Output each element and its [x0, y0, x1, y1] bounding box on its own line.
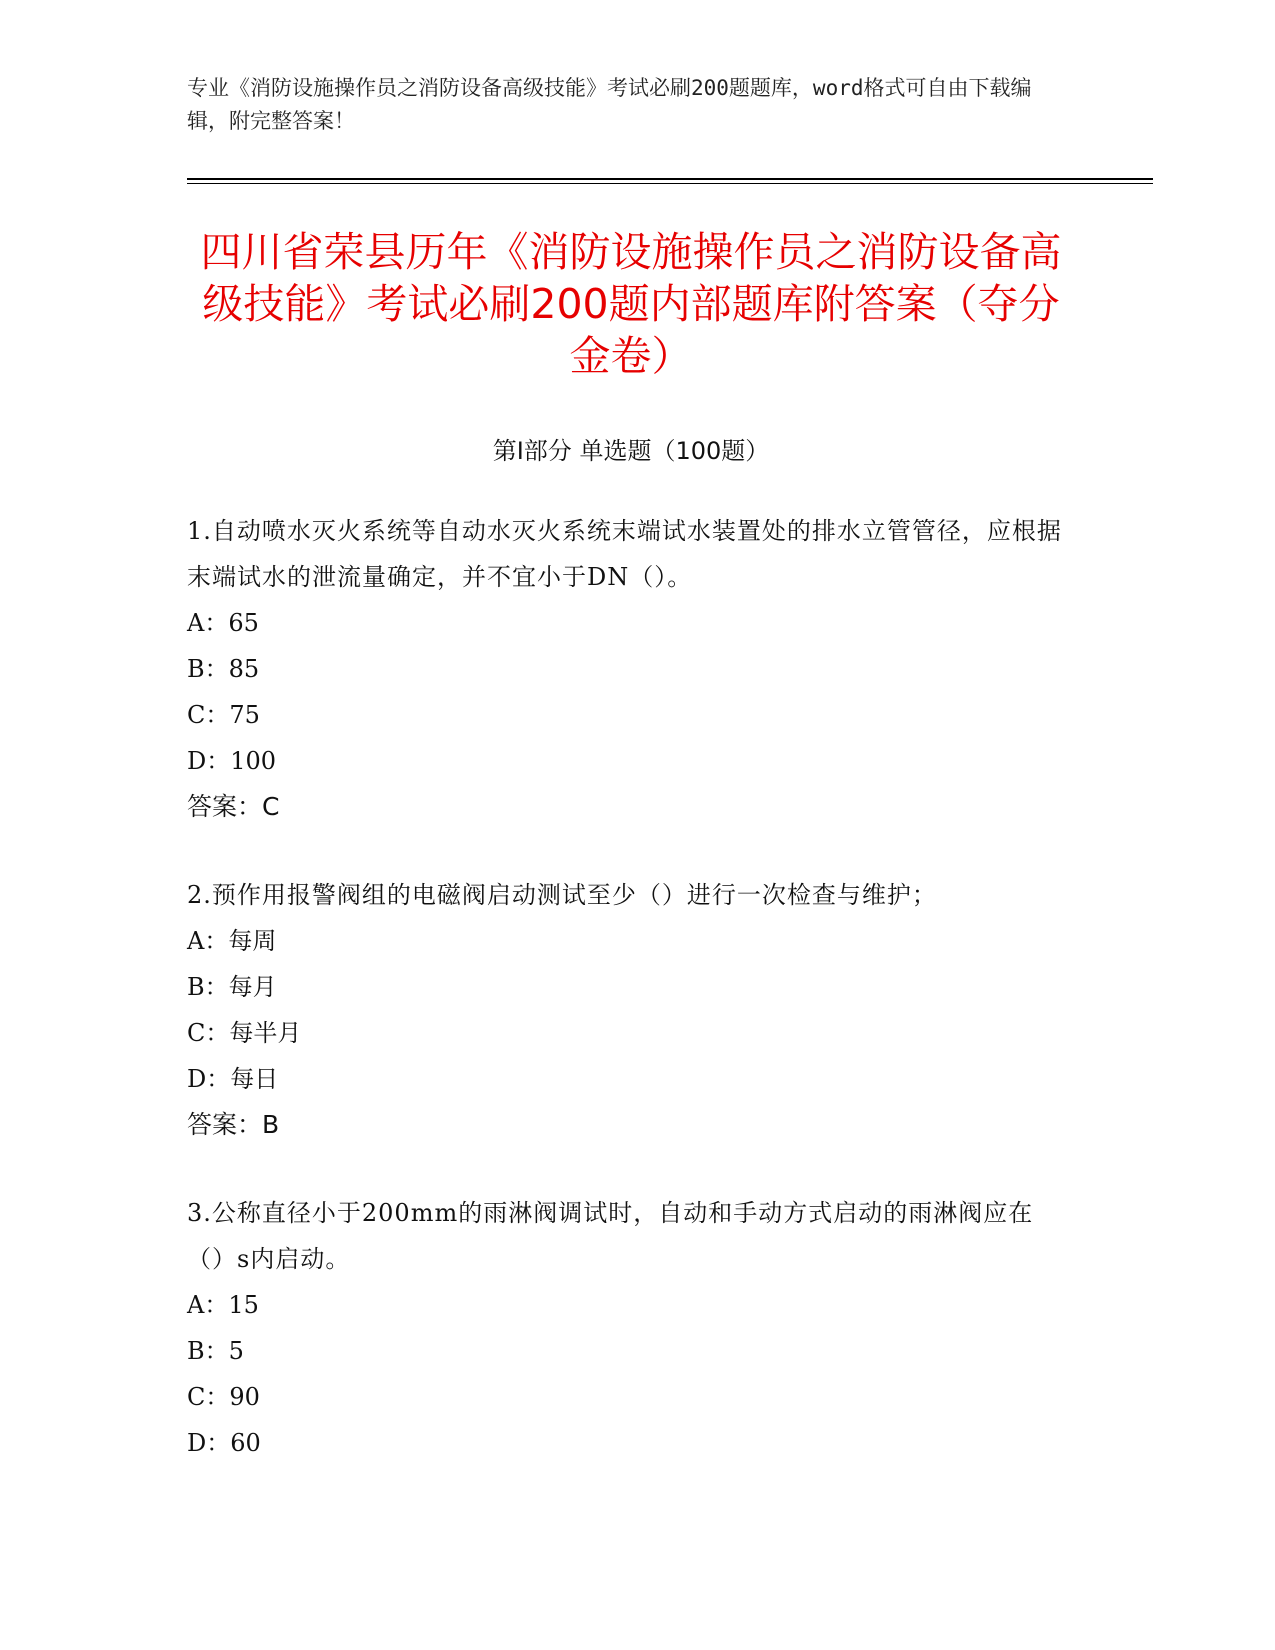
question-stem: 3.公称直径小于200mm的雨淋阀调试时，自动和手动方式启动的雨淋阀应在（）s内启动。 — [187, 1199, 1034, 1273]
question-stem: 1.自动喷水灭火系统等自动水灭火系统末端试水装置处的排水立管管径，应根据末端试水的泄流量确定，并不宜小于DN（）。 — [187, 517, 1062, 591]
section-title: 第I部分 单选题（100题） — [492, 437, 770, 465]
question-2 — [187, 872, 1067, 1148]
option-d: D：100 — [187, 747, 277, 775]
option-b: B：5 — [187, 1337, 244, 1365]
header-note: 专业《消防设施操作员之消防设备高级技能》考试必刷200题题库，word格式可自由下载编辑，附完整答案！ — [187, 76, 1032, 133]
document-title: 四川省荣县历年《消防设施操作员之消防设备高级技能》考试必刷200题内部题库附答案（夺分金卷） — [200, 228, 1062, 380]
option-d: D：60 — [187, 1429, 261, 1457]
question-1 — [187, 508, 1067, 830]
header-rule-thick — [187, 178, 1153, 180]
option-b: B：85 — [187, 655, 260, 683]
header-rule-thin — [187, 183, 1153, 184]
option-c: C：90 — [187, 1383, 260, 1411]
option-a: A：每周 — [187, 927, 277, 955]
answer: 答案：B — [187, 1110, 280, 1139]
question-stem: 2.预作用报警阀组的电磁阀启动测试至少（）进行一次检查与维护； — [187, 881, 937, 909]
option-d: D：每日 — [187, 1065, 279, 1093]
option-b: B：每月 — [187, 973, 277, 1001]
answer: 答案：C — [187, 792, 280, 821]
question-3 — [187, 1190, 1067, 1466]
option-c: C：75 — [187, 701, 260, 729]
option-a: A：15 — [187, 1291, 259, 1319]
option-a: A：65 — [187, 609, 259, 637]
option-c: C：每半月 — [187, 1019, 302, 1047]
